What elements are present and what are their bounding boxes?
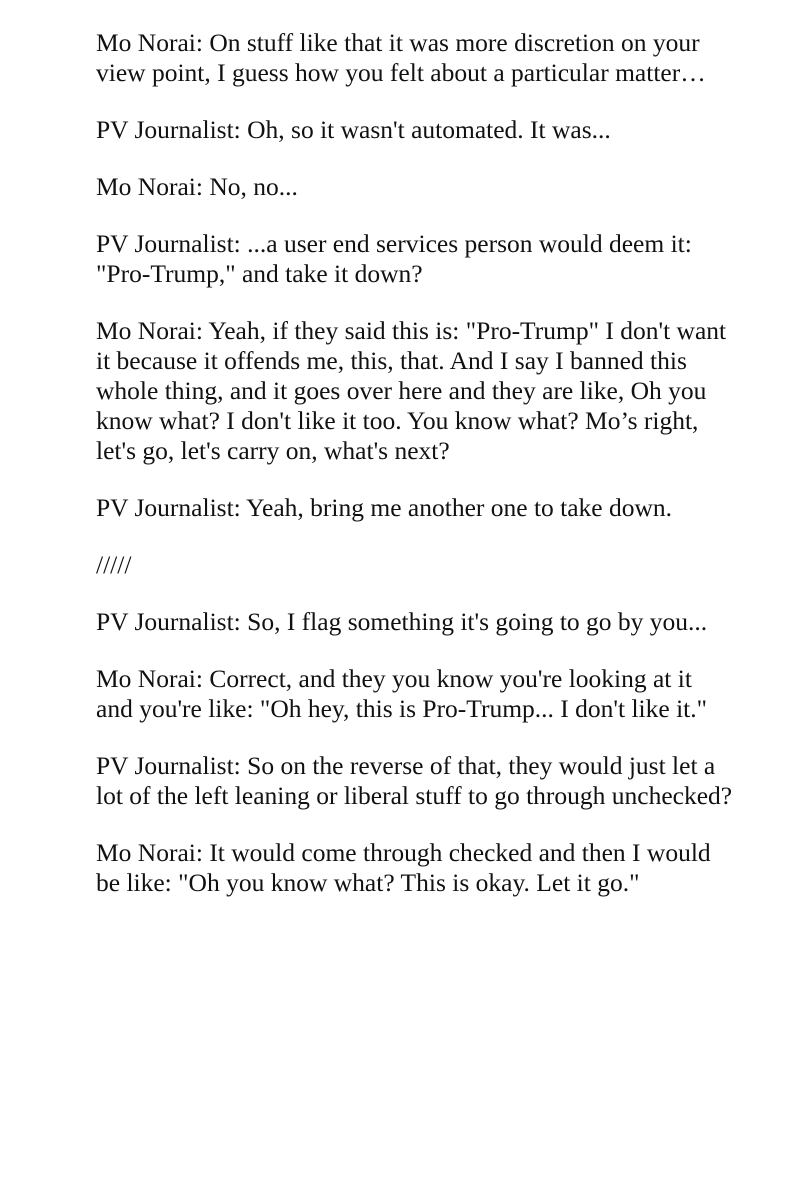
transcript-paragraph-2: PV Journalist: Oh, so it wasn't automated. It was... [96,115,611,144]
section-separator: ///// [96,550,132,579]
transcript-paragraph-4: PV Journalist: ...a user end services person would deem it: "Pro-Trump," and take it down? [96,229,692,288]
transcript-paragraph-8: PV Journalist: So, I flag something it's going to go by you... [96,607,708,636]
transcript-paragraph-11: Mo Norai: It would come through checked and then I would be like: "Oh you know what? This is okay. Let it go." [96,838,711,897]
transcript-paragraph-6: PV Journalist: Yeah, bring me another one to take down. [96,493,673,522]
transcript-paragraph-3: Mo Norai: No, no... [96,172,298,201]
transcript-paragraph-5: Mo Norai: Yeah, if they said this is: "Pro-Trump" I don't want it because it offends me, this, that. And I say I banned this whole thing, and it goes over here and they are like, Oh you know what? I don't like it too. You know what? Mo’s right, let's go, let's carry on, what's next? [96,316,727,465]
transcript-paragraph-1: Mo Norai: On stuff like that it was more discretion on your view point, I guess how you felt about a particular matter… [96,28,706,87]
transcript-paragraph-9: Mo Norai: Correct, and they you know you're looking at it and you're like: "Oh hey, this is Pro-Trump... I don't like it." [96,664,708,723]
transcript-paragraph-10: PV Journalist: So on the reverse of that, they would just let a lot of the left leaning or liberal stuff to go through unchecked? [96,751,733,810]
